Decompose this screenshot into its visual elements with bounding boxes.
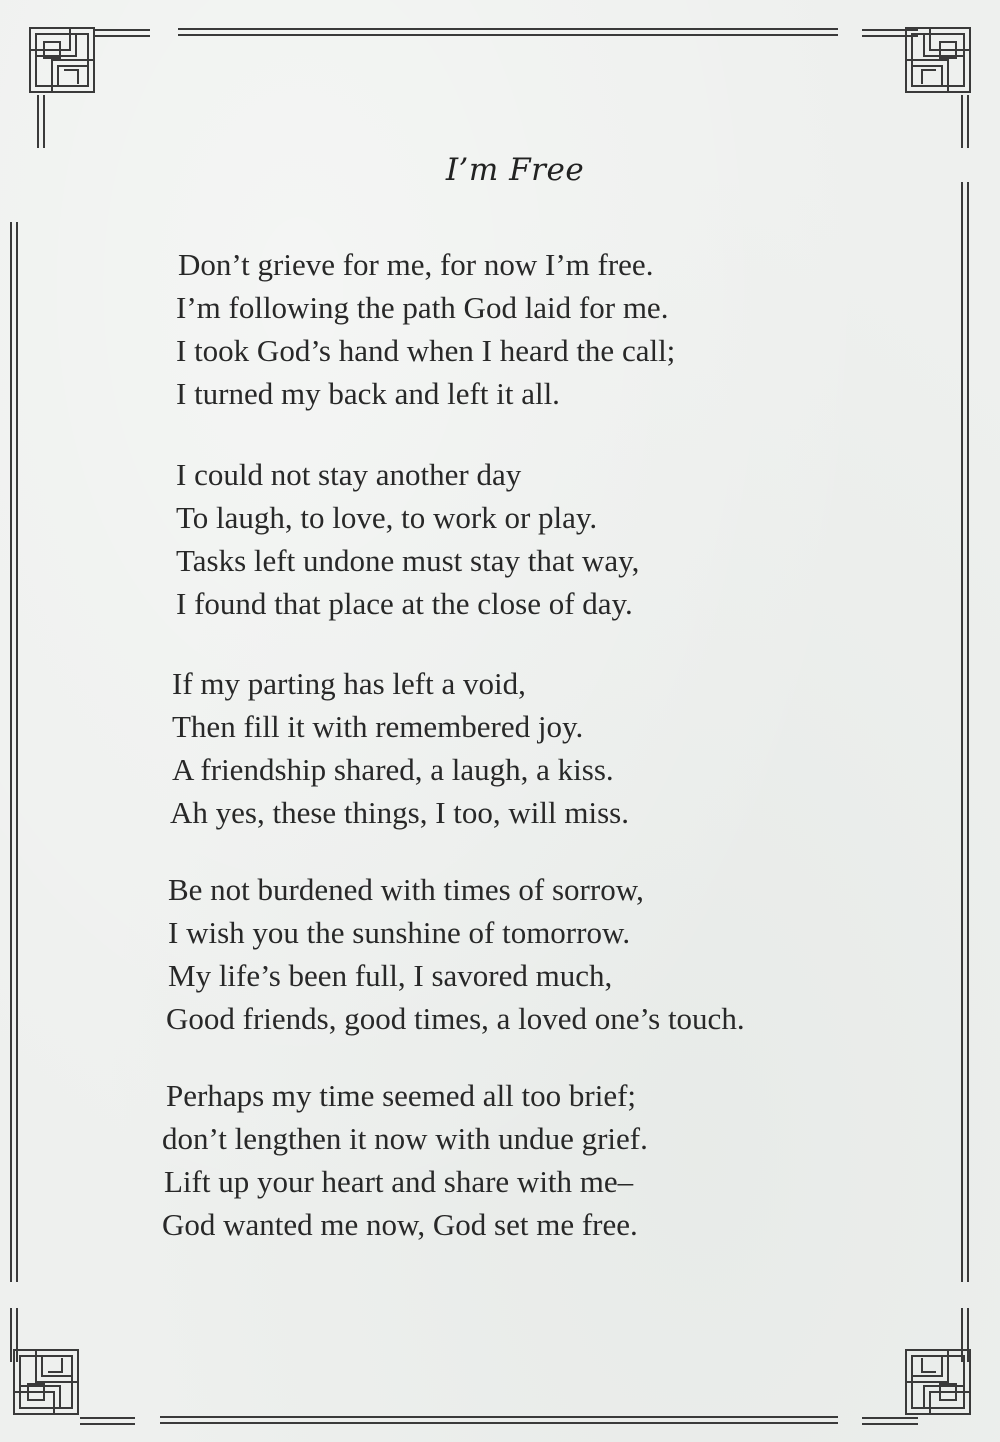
poem-line: I’m following the path God laid for me.	[176, 290, 669, 325]
poem-line: Ah yes, these things, I too, will miss.	[170, 795, 629, 830]
poem-line: Tasks left undone must stay that way,	[176, 543, 640, 578]
poem-line: To laugh, to love, to work or play.	[176, 500, 598, 535]
poem-line: Don’t grieve for me, for now I’m free.	[178, 247, 654, 282]
poem-line: Be not burdened with times of sorrow,	[168, 872, 644, 907]
poem-line: I wish you the sunshine of tomorrow.	[168, 915, 631, 950]
poem-line: I found that place at the close of day.	[176, 586, 633, 621]
poem-line: don’t lengthen it now with undue grief.	[162, 1121, 648, 1156]
poem-line: Perhaps my time seemed all too brief;	[166, 1078, 637, 1113]
poem-line: My life’s been full, I savored much,	[168, 958, 613, 993]
poem-line: I turned my back and left it all.	[176, 376, 560, 411]
poem-line: A friendship shared, a laugh, a kiss.	[172, 752, 614, 787]
poem-title: I’m Free	[445, 152, 585, 188]
poem-line: Good friends, good times, a loved one’s touch.	[166, 1001, 745, 1036]
poem-line: Lift up your heart and share with me–	[164, 1164, 634, 1199]
poem-line: I took God’s hand when I heard the call;	[176, 333, 676, 368]
poem-line: If my parting has left a void,	[172, 666, 526, 701]
poem-line: God wanted me now, God set me free.	[162, 1207, 638, 1242]
poem-line: Then fill it with remembered joy.	[172, 709, 584, 744]
poem-line: I could not stay another day	[176, 457, 522, 492]
